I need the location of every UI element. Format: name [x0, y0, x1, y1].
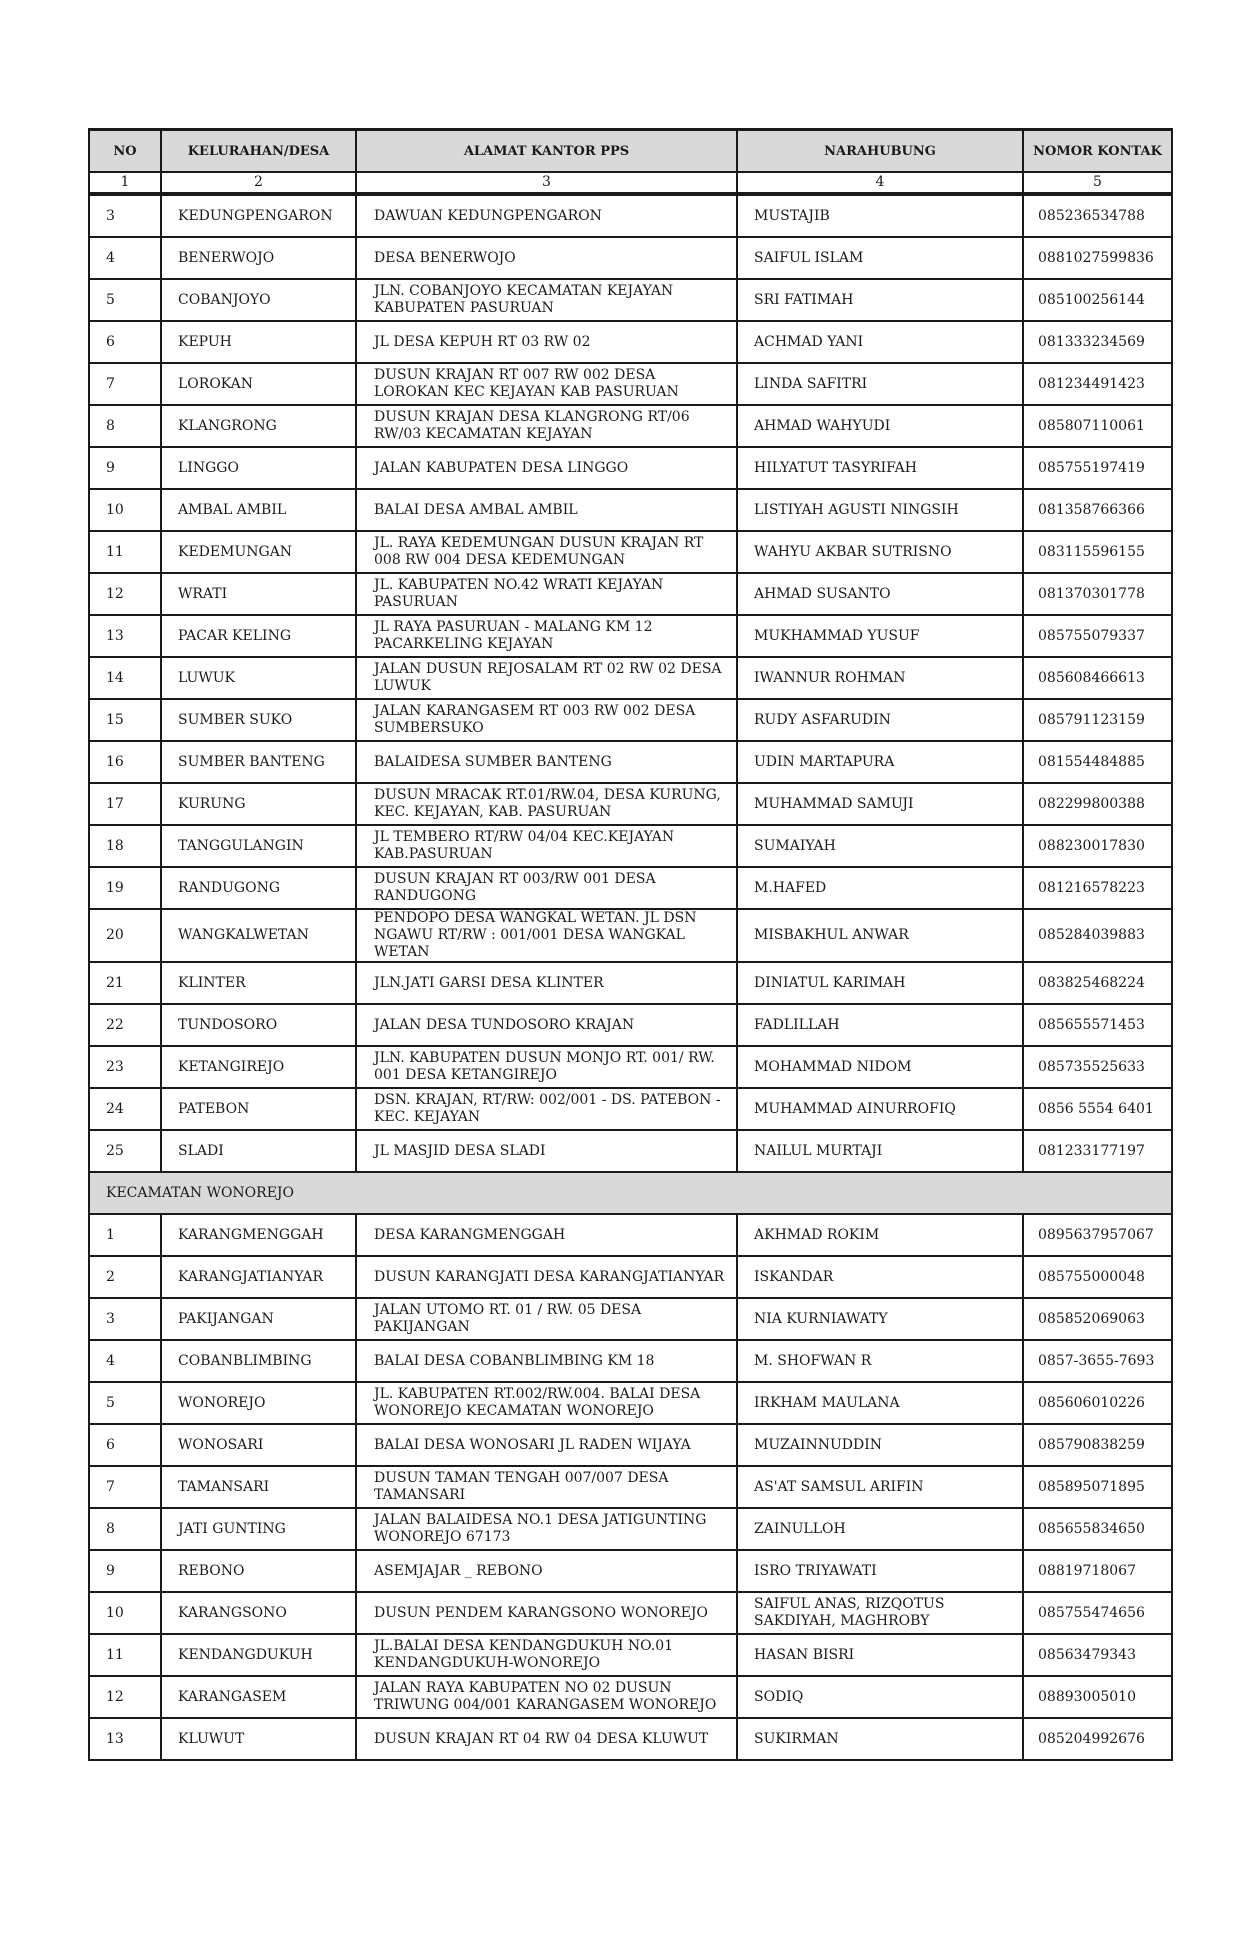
cell-kontak: 085608466613: [1023, 657, 1172, 699]
cell-desa: SLADI: [161, 1130, 356, 1172]
cell-alamat: JLN. KABUPATEN DUSUN MONJO RT. 001/ RW. 001 DESA KETANGIREJO: [356, 1046, 737, 1088]
cell-narahubung: ACHMAD YANI: [737, 321, 1023, 363]
cell-kontak: 085204992676: [1023, 1718, 1172, 1760]
cell-desa: KLUWUT: [161, 1718, 356, 1760]
cell-alamat: JALAN UTOMO RT. 01 / RW. 05 DESA PAKIJANGAN: [356, 1298, 737, 1340]
cell-narahubung: SRI FATIMAH: [737, 279, 1023, 321]
cell-alamat: DAWUAN KEDUNGPENGARON: [356, 194, 737, 237]
cell-no: 18: [89, 825, 161, 867]
cell-alamat: BALAI DESA WONOSARI JL RADEN WIJAYA: [356, 1424, 737, 1466]
cell-kontak: 085755197419: [1023, 447, 1172, 489]
cell-kontak: 085655571453: [1023, 1004, 1172, 1046]
cell-no: 19: [89, 867, 161, 909]
cell-narahubung: NAILUL MURTAJI: [737, 1130, 1023, 1172]
cell-no: 4: [89, 237, 161, 279]
cell-alamat: DESA KARANGMENGGAH: [356, 1214, 737, 1256]
cell-kontak: 083825468224: [1023, 962, 1172, 1004]
cell-narahubung: MUSTAJIB: [737, 194, 1023, 237]
cell-alamat: DUSUN KRAJAN RT 003/RW 001 DESA RANDUGONG: [356, 867, 737, 909]
table-row: [89, 1214, 1172, 1256]
table-row: [89, 1130, 1172, 1172]
cell-kontak: 085791123159: [1023, 699, 1172, 741]
cell-alamat: BALAIDESA SUMBER BANTENG: [356, 741, 737, 783]
table-row: [89, 1256, 1172, 1298]
cell-desa: REBONO: [161, 1550, 356, 1592]
table-row: [89, 363, 1172, 405]
table-row: [89, 1298, 1172, 1340]
cell-alamat: DUSUN KRAJAN RT 007 RW 002 DESA LOROKAN KEC KEJAYAN KAB PASURUAN: [356, 363, 737, 405]
cell-no: 22: [89, 1004, 161, 1046]
cell-narahubung: AHMAD SUSANTO: [737, 573, 1023, 615]
pps-contact-table: [88, 128, 1173, 1761]
cell-kontak: 085852069063: [1023, 1298, 1172, 1340]
cell-desa: WANGKALWETAN: [161, 909, 356, 962]
header-row: [89, 130, 1172, 173]
column-number-row: [89, 172, 1172, 194]
table-row: [89, 909, 1172, 962]
cell-kontak: 085790838259: [1023, 1424, 1172, 1466]
cell-kontak: 085284039883: [1023, 909, 1172, 962]
cell-desa: WONOSARI: [161, 1424, 356, 1466]
table-row: [89, 615, 1172, 657]
cell-narahubung: SAIFUL ISLAM: [737, 237, 1023, 279]
cell-kontak: 085735525633: [1023, 1046, 1172, 1088]
cell-alamat: JALAN KABUPATEN DESA LINGGO: [356, 447, 737, 489]
header-kontak: NOMOR KONTAK: [1023, 130, 1172, 173]
cell-kontak: 081370301778: [1023, 573, 1172, 615]
table-row: [89, 1004, 1172, 1046]
cell-alamat: JL. RAYA KEDEMUNGAN DUSUN KRAJAN RT 008 RW 004 DESA KEDEMUNGAN: [356, 531, 737, 573]
cell-kontak: 082299800388: [1023, 783, 1172, 825]
cell-alamat: JALAN DUSUN REJOSALAM RT 02 RW 02 DESA LUWUK: [356, 657, 737, 699]
cell-no: 15: [89, 699, 161, 741]
cell-desa: PAKIJANGAN: [161, 1298, 356, 1340]
cell-kontak: 085655834650: [1023, 1508, 1172, 1550]
cell-desa: COBANBLIMBING: [161, 1340, 356, 1382]
cell-kontak: 081216578223: [1023, 867, 1172, 909]
cell-desa: KURUNG: [161, 783, 356, 825]
cell-alamat: JALAN KARANGASEM RT 003 RW 002 DESA SUMBERSUKO: [356, 699, 737, 741]
cell-desa: LINGGO: [161, 447, 356, 489]
cell-desa: SUMBER BANTENG: [161, 741, 356, 783]
cell-kontak: 08893005010: [1023, 1676, 1172, 1718]
table-row: [89, 1592, 1172, 1634]
cell-no: 6: [89, 1424, 161, 1466]
cell-kontak: 085755079337: [1023, 615, 1172, 657]
cell-narahubung: SUKIRMAN: [737, 1718, 1023, 1760]
cell-alamat: DUSUN PENDEM KARANGSONO WONOREJO: [356, 1592, 737, 1634]
cell-narahubung: AHMAD WAHYUDI: [737, 405, 1023, 447]
cell-desa: KEDEMUNGAN: [161, 531, 356, 573]
cell-narahubung: MUHAMMAD AINURROFIQ: [737, 1088, 1023, 1130]
cell-kontak: 085895071895: [1023, 1466, 1172, 1508]
cell-narahubung: IWANNUR ROHMAN: [737, 657, 1023, 699]
cell-alamat: JL.BALAI DESA KENDANGDUKUH NO.01 KENDANGDUKUH-WONOREJO: [356, 1634, 737, 1676]
table-row: [89, 237, 1172, 279]
cell-no: 3: [89, 1298, 161, 1340]
cell-no: 21: [89, 962, 161, 1004]
cell-alamat: PENDOPO DESA WANGKAL WETAN. JL DSN NGAWU RT/RW : 001/001 DESA WANGKAL WETAN: [356, 909, 737, 962]
cell-no: 11: [89, 1634, 161, 1676]
cell-desa: LOROKAN: [161, 363, 356, 405]
cell-no: 16: [89, 741, 161, 783]
cell-no: 10: [89, 489, 161, 531]
cell-no: 5: [89, 1382, 161, 1424]
cell-narahubung: ISRO TRIYAWATI: [737, 1550, 1023, 1592]
cell-kontak: 081554484885: [1023, 741, 1172, 783]
cell-desa: LUWUK: [161, 657, 356, 699]
cell-no: 7: [89, 363, 161, 405]
cell-narahubung: MOHAMMAD NIDOM: [737, 1046, 1023, 1088]
cell-alamat: JL. KABUPATEN RT.002/RW.004. BALAI DESA WONOREJO KECAMATAN WONOREJO: [356, 1382, 737, 1424]
cell-desa: TUNDOSORO: [161, 1004, 356, 1046]
cell-desa: KARANGJATIANYAR: [161, 1256, 356, 1298]
cell-no: 24: [89, 1088, 161, 1130]
cell-no: 5: [89, 279, 161, 321]
cell-narahubung: FADLILLAH: [737, 1004, 1023, 1046]
table-row: [89, 1634, 1172, 1676]
table-row: [89, 1046, 1172, 1088]
cell-narahubung: SODIQ: [737, 1676, 1023, 1718]
cell-no: 12: [89, 1676, 161, 1718]
table-row: [89, 783, 1172, 825]
cell-no: 17: [89, 783, 161, 825]
cell-kontak: 0881027599836: [1023, 237, 1172, 279]
cell-alamat: JL MASJID DESA SLADI: [356, 1130, 737, 1172]
column-number: 4: [737, 172, 1023, 194]
cell-narahubung: DINIATUL KARIMAH: [737, 962, 1023, 1004]
cell-narahubung: HILYATUT TASYRIFAH: [737, 447, 1023, 489]
cell-desa: SUMBER SUKO: [161, 699, 356, 741]
cell-desa: KLANGRONG: [161, 405, 356, 447]
cell-no: 6: [89, 321, 161, 363]
cell-alamat: DUSUN TAMAN TENGAH 007/007 DESA TAMANSARI: [356, 1466, 737, 1508]
cell-desa: KEPUH: [161, 321, 356, 363]
cell-alamat: BALAI DESA AMBAL AMBIL: [356, 489, 737, 531]
cell-no: 23: [89, 1046, 161, 1088]
cell-alamat: JLN. COBANJOYO KECAMATAN KEJAYAN KABUPATEN PASURUAN: [356, 279, 737, 321]
cell-kontak: 085236534788: [1023, 194, 1172, 237]
table-row: [89, 447, 1172, 489]
cell-narahubung: MUHAMMAD SAMUJI: [737, 783, 1023, 825]
cell-narahubung: RUDY ASFARUDIN: [737, 699, 1023, 741]
cell-kontak: 083115596155: [1023, 531, 1172, 573]
cell-no: 20: [89, 909, 161, 962]
cell-kontak: 085100256144: [1023, 279, 1172, 321]
cell-desa: KARANGMENGGAH: [161, 1214, 356, 1256]
table-row: [89, 1550, 1172, 1592]
cell-kontak: 081233177197: [1023, 1130, 1172, 1172]
cell-desa: KLINTER: [161, 962, 356, 1004]
cell-desa: RANDUGONG: [161, 867, 356, 909]
cell-kontak: 081234491423: [1023, 363, 1172, 405]
cell-alamat: JL DESA KEPUH RT 03 RW 02: [356, 321, 737, 363]
cell-narahubung: M.HAFED: [737, 867, 1023, 909]
cell-narahubung: UDIN MARTAPURA: [737, 741, 1023, 783]
header-no: NO: [89, 130, 161, 173]
cell-no: 11: [89, 531, 161, 573]
cell-narahubung: AS'AT SAMSUL ARIFIN: [737, 1466, 1023, 1508]
header-alamat: ALAMAT KANTOR PPS: [356, 130, 737, 173]
cell-alamat: JALAN BALAIDESA NO.1 DESA JATIGUNTING WONOREJO 67173: [356, 1508, 737, 1550]
table-row: [89, 867, 1172, 909]
cell-narahubung: SAIFUL ANAS, RIZQOTUS SAKDIYAH, MAGHROBY: [737, 1592, 1023, 1634]
cell-desa: KETANGIREJO: [161, 1046, 356, 1088]
cell-no: 13: [89, 1718, 161, 1760]
column-number: 1: [89, 172, 161, 194]
cell-alamat: DSN. KRAJAN, RT/RW: 002/001 - DS. PATEBON - KEC. KEJAYAN: [356, 1088, 737, 1130]
cell-desa: COBANJOYO: [161, 279, 356, 321]
cell-narahubung: WAHYU AKBAR SUTRISNO: [737, 531, 1023, 573]
table-row: [89, 1508, 1172, 1550]
cell-kontak: 085807110061: [1023, 405, 1172, 447]
table-row: [89, 405, 1172, 447]
cell-alamat: ASEMJAJAR _ REBONO: [356, 1550, 737, 1592]
table-row: [89, 531, 1172, 573]
cell-desa: AMBAL AMBIL: [161, 489, 356, 531]
cell-desa: PACAR KELING: [161, 615, 356, 657]
cell-narahubung: MUZAINNUDDIN: [737, 1424, 1023, 1466]
cell-narahubung: MUKHAMMAD YUSUF: [737, 615, 1023, 657]
table-row: [89, 194, 1172, 237]
cell-narahubung: MISBAKHUL ANWAR: [737, 909, 1023, 962]
cell-no: 12: [89, 573, 161, 615]
cell-kontak: 088230017830: [1023, 825, 1172, 867]
cell-no: 10: [89, 1592, 161, 1634]
cell-desa: TANGGULANGIN: [161, 825, 356, 867]
table-row: [89, 279, 1172, 321]
cell-no: 25: [89, 1130, 161, 1172]
cell-desa: WONOREJO: [161, 1382, 356, 1424]
cell-no: 1: [89, 1214, 161, 1256]
cell-alamat: JALAN DESA TUNDOSORO KRAJAN: [356, 1004, 737, 1046]
cell-narahubung: AKHMAD ROKIM: [737, 1214, 1023, 1256]
cell-kontak: 0857-3655-7693: [1023, 1340, 1172, 1382]
cell-narahubung: NIA KURNIAWATY: [737, 1298, 1023, 1340]
cell-desa: TAMANSARI: [161, 1466, 356, 1508]
cell-no: 9: [89, 447, 161, 489]
cell-narahubung: M. SHOFWAN R: [737, 1340, 1023, 1382]
cell-desa: WRATI: [161, 573, 356, 615]
cell-no: 4: [89, 1340, 161, 1382]
cell-narahubung: IRKHAM MAULANA: [737, 1382, 1023, 1424]
column-number: 3: [356, 172, 737, 194]
cell-no: 2: [89, 1256, 161, 1298]
cell-kontak: 085755474656: [1023, 1592, 1172, 1634]
cell-narahubung: ZAINULLOH: [737, 1508, 1023, 1550]
cell-kontak: 081333234569: [1023, 321, 1172, 363]
table-row: [89, 1718, 1172, 1760]
cell-desa: BENERWOJO: [161, 237, 356, 279]
cell-desa: KENDANGDUKUH: [161, 1634, 356, 1676]
cell-alamat: BALAI DESA COBANBLIMBING KM 18: [356, 1340, 737, 1382]
cell-no: 7: [89, 1466, 161, 1508]
cell-kontak: 0895637957067: [1023, 1214, 1172, 1256]
cell-narahubung: LINDA SAFITRI: [737, 363, 1023, 405]
cell-alamat: DUSUN KRAJAN DESA KLANGRONG RT/06 RW/03 KECAMATAN KEJAYAN: [356, 405, 737, 447]
cell-no: 13: [89, 615, 161, 657]
cell-no: 3: [89, 194, 161, 237]
cell-kontak: 085606010226: [1023, 1382, 1172, 1424]
header-narahubung: NARAHUBUNG: [737, 130, 1023, 173]
cell-narahubung: ISKANDAR: [737, 1256, 1023, 1298]
table-row: [89, 699, 1172, 741]
table-row: [89, 962, 1172, 1004]
cell-kontak: 08819718067: [1023, 1550, 1172, 1592]
section-row: [89, 1172, 1172, 1214]
table-row: [89, 489, 1172, 531]
cell-alamat: JL. KABUPATEN NO.42 WRATI KEJAYAN PASURUAN: [356, 573, 737, 615]
cell-desa: PATEBON: [161, 1088, 356, 1130]
table-row: [89, 1466, 1172, 1508]
cell-kontak: 0856 5554 6401: [1023, 1088, 1172, 1130]
table-body: [89, 194, 1172, 1760]
table-row: [89, 1424, 1172, 1466]
cell-kontak: 085755000048: [1023, 1256, 1172, 1298]
cell-narahubung: SUMAIYAH: [737, 825, 1023, 867]
table-row: [89, 1382, 1172, 1424]
table-row: [89, 321, 1172, 363]
cell-no: 9: [89, 1550, 161, 1592]
table-row: [89, 1676, 1172, 1718]
cell-no: 8: [89, 405, 161, 447]
table-row: [89, 741, 1172, 783]
cell-alamat: DUSUN KRAJAN RT 04 RW 04 DESA KLUWUT: [356, 1718, 737, 1760]
column-number: 2: [161, 172, 356, 194]
header-desa: KELURAHAN/DESA: [161, 130, 356, 173]
cell-alamat: DUSUN KARANGJATI DESA KARANGJATIANYAR: [356, 1256, 737, 1298]
cell-alamat: DESA BENERWOJO: [356, 237, 737, 279]
cell-alamat: JL RAYA PASURUAN - MALANG KM 12 PACARKELING KEJAYAN: [356, 615, 737, 657]
section-label: KECAMATAN WONOREJO: [89, 1172, 1172, 1214]
cell-alamat: JALAN RAYA KABUPATEN NO 02 DUSUN TRIWUNG 004/001 KARANGASEM WONOREJO: [356, 1676, 737, 1718]
table-row: [89, 825, 1172, 867]
cell-narahubung: HASAN BISRI: [737, 1634, 1023, 1676]
cell-alamat: JLN.JATI GARSI DESA KLINTER: [356, 962, 737, 1004]
table-row: [89, 573, 1172, 615]
table-row: [89, 1340, 1172, 1382]
cell-kontak: 081358766366: [1023, 489, 1172, 531]
cell-narahubung: LISTIYAH AGUSTI NINGSIH: [737, 489, 1023, 531]
table-row: [89, 1088, 1172, 1130]
cell-no: 14: [89, 657, 161, 699]
cell-desa: KARANGASEM: [161, 1676, 356, 1718]
cell-desa: JATI GUNTING: [161, 1508, 356, 1550]
cell-alamat: JL TEMBERO RT/RW 04/04 KEC.KEJAYAN KAB.PASURUAN: [356, 825, 737, 867]
cell-alamat: DUSUN MRACAK RT.01/RW.04, DESA KURUNG, KEC. KEJAYAN, KAB. PASURUAN: [356, 783, 737, 825]
cell-desa: KEDUNGPENGARON: [161, 194, 356, 237]
cell-no: 8: [89, 1508, 161, 1550]
table-row: [89, 657, 1172, 699]
column-number: 5: [1023, 172, 1172, 194]
cell-kontak: 08563479343: [1023, 1634, 1172, 1676]
cell-desa: KARANGSONO: [161, 1592, 356, 1634]
